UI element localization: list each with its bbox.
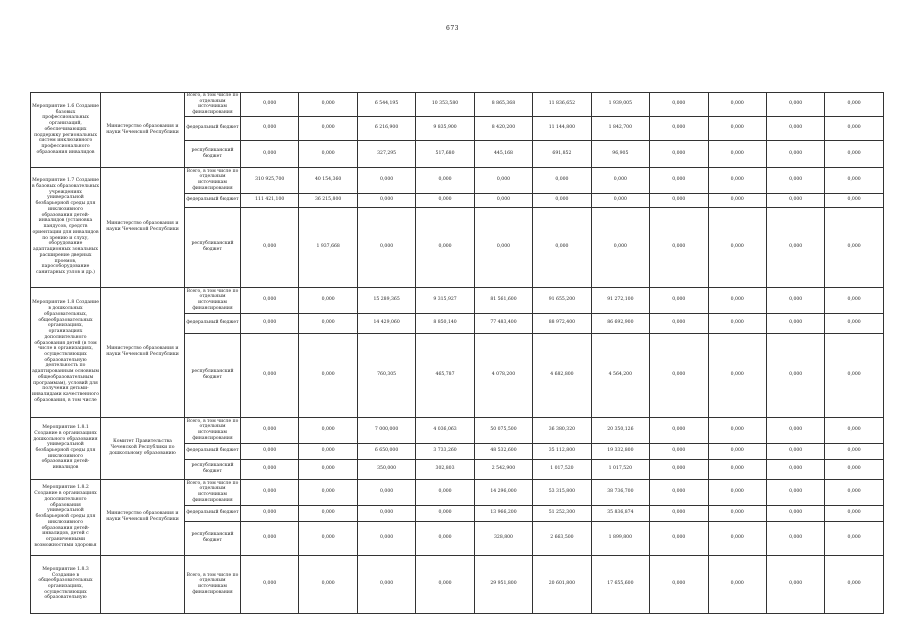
value-cell: 0,000 xyxy=(357,207,415,287)
value-cell: 0,000 xyxy=(650,140,708,167)
value-cell: 0,000 xyxy=(241,417,299,443)
value-cell: 0,000 xyxy=(708,207,766,287)
value-cell: 4 564,200 xyxy=(591,333,649,417)
value-cell: 0,000 xyxy=(241,333,299,417)
value-cell: 0,000 xyxy=(591,167,649,193)
value-cell: 0,000 xyxy=(708,287,766,313)
value-cell: 0,000 xyxy=(650,417,708,443)
value-cell: 0,000 xyxy=(650,443,708,459)
value-cell: 0,000 xyxy=(708,313,766,333)
value-cell: 0,000 xyxy=(357,193,415,207)
value-cell: 0,000 xyxy=(825,479,883,505)
value-cell: 0,000 xyxy=(474,207,532,287)
value-cell: 6 216,900 xyxy=(357,116,415,140)
value-cell: 350,000 xyxy=(357,459,415,479)
value-cell: 0,000 xyxy=(708,167,766,193)
measure-name-cell: Мероприятие 1.8 Создание в дошкольных образовательных, общеобразовательных организациях, организациях дополнительного образования детей (в том числе в организациях, осуществляющих образовательную деятельность по адаптированным основным общеобразовательным программам), условий для получения детьми-инвалидами качественного образования, в том числе xyxy=(31,287,101,417)
funding-source-cell: Всего, в том числе по отдельным источникам финансирования xyxy=(185,479,241,505)
executor-cell: Министерство образования и науки Чеченской Республики xyxy=(101,287,185,417)
value-cell: 91 655,200 xyxy=(533,287,591,313)
value-cell: 0,000 xyxy=(299,459,357,479)
value-cell: 10 353,580 xyxy=(416,93,474,117)
table-row xyxy=(31,287,884,313)
value-cell: 0,000 xyxy=(766,333,824,417)
value-cell: 0,000 xyxy=(241,479,299,505)
value-cell: 0,000 xyxy=(416,479,474,505)
value-cell: 0,000 xyxy=(533,167,591,193)
value-cell: 8 865,368 xyxy=(474,93,532,117)
value-cell: 0,000 xyxy=(825,333,883,417)
value-cell: 0,000 xyxy=(650,287,708,313)
value-cell: 0,000 xyxy=(241,313,299,333)
value-cell: 1 937,668 xyxy=(299,207,357,287)
value-cell: 0,000 xyxy=(533,207,591,287)
value-cell: 20 601,800 xyxy=(533,555,591,613)
value-cell: 0,000 xyxy=(299,93,357,117)
value-cell: 0,000 xyxy=(766,140,824,167)
value-cell: 38 736,700 xyxy=(591,479,649,505)
value-cell: 0,000 xyxy=(533,193,591,207)
value-cell: 0,000 xyxy=(241,505,299,521)
value-cell: 6 650,000 xyxy=(357,443,415,459)
value-cell: 51 252,300 xyxy=(533,505,591,521)
value-cell: 0,000 xyxy=(766,505,824,521)
value-cell: 0,000 xyxy=(825,555,883,613)
value-cell: 1 899,800 xyxy=(591,521,649,555)
value-cell: 0,000 xyxy=(766,555,824,613)
value-cell: 445,168 xyxy=(474,140,532,167)
value-cell: 111 421,100 xyxy=(241,193,299,207)
value-cell: 11 144,800 xyxy=(533,116,591,140)
value-cell: 0,000 xyxy=(241,116,299,140)
value-cell: 0,000 xyxy=(241,521,299,555)
value-cell: 760,305 xyxy=(357,333,415,417)
value-cell: 17 655,600 xyxy=(591,555,649,613)
funding-source-cell: республиканский бюджет xyxy=(185,207,241,287)
value-cell: 0,000 xyxy=(650,313,708,333)
value-cell: 0,000 xyxy=(708,417,766,443)
funding-source-cell: республиканский бюджет xyxy=(185,140,241,167)
executor-cell: Министерство образования и науки Чеченской Республики xyxy=(101,479,185,555)
value-cell: 0,000 xyxy=(241,443,299,459)
measure-name-cell: Мероприятие 1.8.2 Создание в организациях дополнительного образования универсальной безбарьерной среды для инклюзивного образования детей-инвалидов, детей с ограниченными возможностями здоровья xyxy=(31,479,101,555)
value-cell: 0,000 xyxy=(766,459,824,479)
value-cell: 0,000 xyxy=(241,140,299,167)
value-cell: 1 017,520 xyxy=(533,459,591,479)
value-cell: 0,000 xyxy=(474,167,532,193)
value-cell: 0,000 xyxy=(357,167,415,193)
funding-source-cell: федеральный бюджет xyxy=(185,116,241,140)
value-cell: 0,000 xyxy=(416,521,474,555)
value-cell: 11 836,652 xyxy=(533,93,591,117)
value-cell: 0,000 xyxy=(825,505,883,521)
value-cell: 88 972,400 xyxy=(533,313,591,333)
value-cell: 2 663,500 xyxy=(533,521,591,555)
value-cell: 77 483,400 xyxy=(474,313,532,333)
value-cell: 0,000 xyxy=(241,459,299,479)
value-cell: 50 075,500 xyxy=(474,417,532,443)
value-cell: 4 682,800 xyxy=(533,333,591,417)
value-cell: 53 315,800 xyxy=(533,479,591,505)
value-cell: 0,000 xyxy=(825,521,883,555)
value-cell: 0,000 xyxy=(708,555,766,613)
value-cell: 0,000 xyxy=(766,193,824,207)
value-cell: 7 000,000 xyxy=(357,417,415,443)
page-number: 673 xyxy=(446,25,459,32)
value-cell: 0,000 xyxy=(825,140,883,167)
value-cell: 0,000 xyxy=(299,505,357,521)
funding-source-cell: федеральный бюджет xyxy=(185,193,241,207)
value-cell: 0,000 xyxy=(299,140,357,167)
value-cell: 19 332,800 xyxy=(591,443,649,459)
value-cell: 14 429,060 xyxy=(357,313,415,333)
value-cell: 35 836,874 xyxy=(591,505,649,521)
value-cell: 0,000 xyxy=(650,459,708,479)
value-cell: 40 154,360 xyxy=(299,167,357,193)
measure-name-cell: Мероприятие 1.7 Создание в базовых образовательных учреждениях универсальной безбарьерной среды для инклюзивного образования детей-инвалидов (установка пандусов, средств ориентации для инвалидов по зрению и слуху, оборудование адаптационных зональных расширение дверных проемов, парособорудование санитарных узлов и др.) xyxy=(31,167,101,287)
value-cell: 2 542,900 xyxy=(474,459,532,479)
executor-cell: Комитет Правительства Чеченской Республики по дошкольному образованию xyxy=(101,417,185,479)
value-cell: 302,803 xyxy=(416,459,474,479)
value-cell: 0,000 xyxy=(650,167,708,193)
value-cell: 0,000 xyxy=(825,443,883,459)
table-row xyxy=(31,555,884,613)
funding-source-cell: Всего, в том числе по отдельным источникам финансирования xyxy=(185,167,241,193)
value-cell: 0,000 xyxy=(708,443,766,459)
value-cell: 0,000 xyxy=(825,287,883,313)
value-cell: 0,000 xyxy=(766,287,824,313)
value-cell: 0,000 xyxy=(766,521,824,555)
executor-cell: Министерство образования и науки Чеченской Республики xyxy=(101,93,185,168)
value-cell: 517,680 xyxy=(416,140,474,167)
funding-source-cell: Всего, в том числе по отдельным источникам финансирования xyxy=(185,287,241,313)
value-cell: 0,000 xyxy=(299,333,357,417)
value-cell: 0,000 xyxy=(825,116,883,140)
value-cell: 1 842,700 xyxy=(591,116,649,140)
value-cell: 14 296,000 xyxy=(474,479,532,505)
funding-source-cell: Всего, в том числе по отдельным источникам финансирования xyxy=(185,417,241,443)
value-cell: 36 380,320 xyxy=(533,417,591,443)
value-cell: 0,000 xyxy=(650,116,708,140)
value-cell: 0,000 xyxy=(825,167,883,193)
table-row xyxy=(31,167,884,193)
measure-name-cell: Мероприятие 1.6 Создание базовых профессиональных организаций, обеспечивающих поддержку региональных систем инклюзивного профессионального образования инвалидов xyxy=(31,93,101,168)
funding-source-cell: республиканский бюджет xyxy=(185,333,241,417)
executor-cell: Министерство образования и науки Чеченской Республики xyxy=(101,167,185,287)
value-cell: 0,000 xyxy=(299,313,357,333)
value-cell: 0,000 xyxy=(708,193,766,207)
value-cell: 0,000 xyxy=(416,167,474,193)
funding-source-cell: республиканский бюджет xyxy=(185,521,241,555)
value-cell: 0,000 xyxy=(825,313,883,333)
value-cell: 0,000 xyxy=(766,116,824,140)
value-cell: 0,000 xyxy=(708,505,766,521)
value-cell: 0,000 xyxy=(416,207,474,287)
value-cell: 0,000 xyxy=(766,207,824,287)
value-cell: 310 925,700 xyxy=(241,167,299,193)
value-cell: 0,000 xyxy=(650,521,708,555)
value-cell: 0,000 xyxy=(299,479,357,505)
value-cell: 0,000 xyxy=(650,555,708,613)
value-cell: 0,000 xyxy=(357,521,415,555)
value-cell: 4 078,200 xyxy=(474,333,532,417)
funding-source-cell: Всего, в том числе по отдельным источникам финансирования xyxy=(185,93,241,117)
measure-name-cell: Мероприятие 1.8.1 Создание в организациях дошкольного образования универсальной безбарьерной среды для инклюзивного образования детей-инвалидов xyxy=(31,417,101,479)
value-cell: 0,000 xyxy=(825,207,883,287)
value-cell: 1 939,005 xyxy=(591,93,649,117)
value-cell: 48 532,600 xyxy=(474,443,532,459)
value-cell: 36 215,800 xyxy=(299,193,357,207)
value-cell: 0,000 xyxy=(299,443,357,459)
value-cell: 0,000 xyxy=(708,116,766,140)
value-cell: 86 692,900 xyxy=(591,313,649,333)
value-cell: 0,000 xyxy=(650,93,708,117)
value-cell: 8 850,140 xyxy=(416,313,474,333)
budget-table xyxy=(30,92,884,614)
value-cell: 0,000 xyxy=(708,93,766,117)
value-cell: 0,000 xyxy=(299,521,357,555)
executor-cell xyxy=(101,555,185,613)
value-cell: 0,000 xyxy=(416,505,474,521)
value-cell: 96,905 xyxy=(591,140,649,167)
funding-source-cell: республиканский бюджет xyxy=(185,459,241,479)
value-cell: 4 036,063 xyxy=(416,417,474,443)
value-cell: 0,000 xyxy=(299,287,357,313)
value-cell: 0,000 xyxy=(650,505,708,521)
value-cell: 328,800 xyxy=(474,521,532,555)
value-cell: 9 835,900 xyxy=(416,116,474,140)
value-cell: 0,000 xyxy=(650,333,708,417)
value-cell: 0,000 xyxy=(708,140,766,167)
value-cell: 20 350,126 xyxy=(591,417,649,443)
value-cell: 327,295 xyxy=(357,140,415,167)
value-cell: 0,000 xyxy=(825,459,883,479)
value-cell: 0,000 xyxy=(766,443,824,459)
value-cell: 0,000 xyxy=(474,193,532,207)
value-cell: 0,000 xyxy=(708,333,766,417)
funding-source-cell: Всего, в том числе по отдельным источникам финансирования xyxy=(185,555,241,613)
measure-name-cell: Мероприятие 1.8.3 Создание в общеобразовательных организациях, осуществляющих образовательную xyxy=(31,555,101,613)
value-cell: 1 017,520 xyxy=(591,459,649,479)
value-cell: 0,000 xyxy=(766,167,824,193)
value-cell: 0,000 xyxy=(591,193,649,207)
value-cell: 9 315,927 xyxy=(416,287,474,313)
value-cell: 0,000 xyxy=(357,505,415,521)
value-cell: 0,000 xyxy=(299,417,357,443)
value-cell: 15 289,365 xyxy=(357,287,415,313)
value-cell: 0,000 xyxy=(357,555,415,613)
value-cell: 0,000 xyxy=(708,521,766,555)
value-cell: 0,000 xyxy=(825,93,883,117)
value-cell: 3 733,260 xyxy=(416,443,474,459)
value-cell: 0,000 xyxy=(241,555,299,613)
value-cell: 0,000 xyxy=(357,479,415,505)
value-cell: 0,000 xyxy=(766,93,824,117)
value-cell: 81 561,600 xyxy=(474,287,532,313)
value-cell: 0,000 xyxy=(825,417,883,443)
value-cell: 465,787 xyxy=(416,333,474,417)
value-cell: 6 544,195 xyxy=(357,93,415,117)
value-cell: 0,000 xyxy=(650,193,708,207)
value-cell: 8 420,200 xyxy=(474,116,532,140)
value-cell: 0,000 xyxy=(708,479,766,505)
value-cell: 0,000 xyxy=(299,116,357,140)
funding-source-cell: федеральный бюджет xyxy=(185,443,241,459)
value-cell: 0,000 xyxy=(241,287,299,313)
table-row xyxy=(31,417,884,443)
value-cell: 0,000 xyxy=(241,93,299,117)
value-cell: 0,000 xyxy=(241,207,299,287)
value-cell: 35 112,800 xyxy=(533,443,591,459)
value-cell: 91 272,100 xyxy=(591,287,649,313)
value-cell: 0,000 xyxy=(708,459,766,479)
value-cell: 691,852 xyxy=(533,140,591,167)
value-cell: 0,000 xyxy=(416,555,474,613)
value-cell: 0,000 xyxy=(299,555,357,613)
funding-source-cell: федеральный бюджет xyxy=(185,505,241,521)
value-cell: 13 966,200 xyxy=(474,505,532,521)
value-cell: 0,000 xyxy=(416,193,474,207)
table-row xyxy=(31,93,884,117)
value-cell: 0,000 xyxy=(766,479,824,505)
value-cell: 0,000 xyxy=(650,207,708,287)
table-row xyxy=(31,479,884,505)
value-cell: 29 951,800 xyxy=(474,555,532,613)
value-cell: 0,000 xyxy=(766,313,824,333)
value-cell: 0,000 xyxy=(591,207,649,287)
value-cell: 0,000 xyxy=(825,193,883,207)
value-cell: 0,000 xyxy=(650,479,708,505)
funding-source-cell: федеральный бюджет xyxy=(185,313,241,333)
value-cell: 0,000 xyxy=(766,417,824,443)
